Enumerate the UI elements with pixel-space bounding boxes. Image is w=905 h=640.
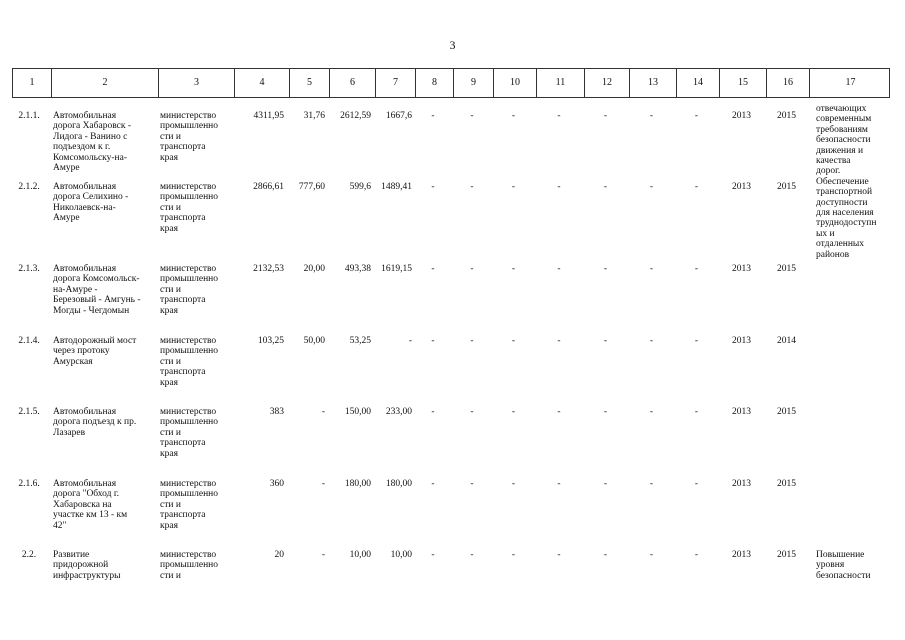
cell-col-9: - xyxy=(470,550,474,560)
cell-col-14: - xyxy=(694,111,699,121)
header-col-17: 17 xyxy=(809,69,891,97)
cell-col-5: 31,76 xyxy=(303,111,325,121)
header-col-15: 15 xyxy=(719,69,766,97)
cell-col-13: - xyxy=(649,182,654,192)
cell-end-year: 2015 xyxy=(777,264,796,274)
cell-col-12: - xyxy=(603,407,608,417)
cell-col-7: 1489,41 xyxy=(381,182,412,192)
cell-col-7: 233,00 xyxy=(385,407,412,417)
cell-result: отвечающих современным требованиям безопасности движения и качества дорог. Обеспечение транспортной доступности для населения труднодоступн ых и отдаленных районов xyxy=(816,104,877,260)
cell-start-year: 2013 xyxy=(732,479,751,489)
cell-col-8: - xyxy=(431,407,435,417)
cell-col-9: - xyxy=(470,336,474,346)
cell-responsible: министерство промышленно сти и транспорта края xyxy=(160,336,218,388)
cell-col-9: - xyxy=(470,407,474,417)
cell-item-number: 2.1.3. xyxy=(18,264,40,274)
cell-end-year: 2015 xyxy=(777,479,796,489)
header-col-8: 8 xyxy=(415,69,453,97)
cell-col-5: 20,00 xyxy=(303,264,325,274)
cell-col-9: - xyxy=(470,264,474,274)
cell-end-year: 2014 xyxy=(777,336,796,346)
cell-col-11: - xyxy=(557,182,561,192)
cell-col-8: - xyxy=(431,479,435,489)
cell-col-11: - xyxy=(557,336,561,346)
cell-col-11: - xyxy=(557,264,561,274)
cell-col-6: 599,6 xyxy=(349,182,371,192)
cell-item-number: 2.1.4. xyxy=(18,336,40,346)
cell-item-name: Автомобильная дорога подъезд к пр. Лазарев xyxy=(53,407,137,438)
cell-responsible: министерство промышленно сти и транспорта края xyxy=(160,182,218,234)
header-col-7: 7 xyxy=(375,69,415,97)
cell-item-name: Автомобильная дорога Хабаровск - Лидога - Ванино с подъездом к г. Комсомольску-на- Амуре xyxy=(53,111,131,174)
cell-col-8: - xyxy=(431,182,435,192)
cell-col-12: - xyxy=(603,264,608,274)
cell-start-year: 2013 xyxy=(732,336,751,346)
cell-col-6: 180,00 xyxy=(344,479,371,489)
cell-responsible: министерство промышленно сти и транспорта края xyxy=(160,264,218,316)
cell-item-name: Автомобильная дорога Селихино - Николаевск-на- Амуре xyxy=(53,182,129,224)
header-col-1: 1 xyxy=(29,77,35,88)
cell-start-year: 2013 xyxy=(732,407,751,417)
cell-col-12: - xyxy=(603,182,608,192)
header-col-4: 4 xyxy=(234,69,289,97)
cell-end-year: 2015 xyxy=(777,111,796,121)
header-col-10: 10 xyxy=(493,69,536,97)
cell-total: 383 xyxy=(269,407,284,417)
cell-col-5: - xyxy=(321,479,325,489)
cell-col-8: - xyxy=(431,111,435,121)
cell-item-number: 2.2. xyxy=(21,550,37,560)
cell-start-year: 2013 xyxy=(732,264,751,274)
cell-col-6: 53,25 xyxy=(349,336,371,346)
cell-responsible: министерство промышленно сти и транспорта края xyxy=(160,479,218,531)
cell-col-10: - xyxy=(511,111,516,121)
cell-col-7: 10,00 xyxy=(390,550,412,560)
cell-item-number: 2.1.6. xyxy=(18,479,40,489)
cell-item-name: Автомобильная дорога "Обход г. Хабаровска на участке км 13 - км 42" xyxy=(53,479,128,531)
cell-item-name: Автомобильная дорога Комсомольск- на-Амуре - Березовый - Амгунь - Могды - Чегдомын xyxy=(53,264,141,316)
cell-col-13: - xyxy=(649,264,654,274)
cell-col-13: - xyxy=(649,550,654,560)
cell-col-7: 180,00 xyxy=(385,479,412,489)
cell-col-14: - xyxy=(694,479,699,489)
cell-col-10: - xyxy=(511,182,516,192)
cell-col-14: - xyxy=(694,264,699,274)
cell-col-11: - xyxy=(557,550,561,560)
cell-start-year: 2013 xyxy=(732,111,751,121)
cell-col-12: - xyxy=(603,111,608,121)
cell-col-14: - xyxy=(694,550,699,560)
cell-col-7: 1619,15 xyxy=(381,264,412,274)
cell-col-10: - xyxy=(511,550,516,560)
cell-col-8: - xyxy=(431,550,435,560)
cell-col-9: - xyxy=(470,111,474,121)
cell-col-6: 2612,59 xyxy=(340,111,371,121)
cell-col-11: - xyxy=(557,479,561,489)
header-col-13: 13 xyxy=(629,69,676,97)
cell-start-year: 2013 xyxy=(732,182,751,192)
cell-total: 2132,53 xyxy=(253,264,284,274)
cell-end-year: 2015 xyxy=(777,550,796,560)
cell-col-5: 50,00 xyxy=(303,336,325,346)
cell-col-11: - xyxy=(557,407,561,417)
cell-col-13: - xyxy=(649,479,654,489)
cell-item-name: Развитие придорожной инфраструктуры xyxy=(53,550,121,581)
cell-col-8: - xyxy=(431,336,435,346)
header-col-5: 5 xyxy=(289,69,329,97)
cell-col-11: - xyxy=(557,111,561,121)
cell-col-14: - xyxy=(694,182,699,192)
header-col-2: 2 xyxy=(51,69,158,97)
cell-responsible: министерство промышленно сти и xyxy=(160,550,218,581)
cell-total: 4311,95 xyxy=(253,111,284,121)
cell-total: 20 xyxy=(274,550,284,560)
cell-col-8: - xyxy=(431,264,435,274)
cell-end-year: 2015 xyxy=(777,407,796,417)
header-col-14: 14 xyxy=(676,69,719,97)
cell-col-13: - xyxy=(649,407,654,417)
cell-col-13: - xyxy=(649,336,654,346)
cell-col-12: - xyxy=(603,479,608,489)
cell-responsible: министерство промышленно сти и транспорта края xyxy=(160,111,218,163)
cell-col-6: 493,38 xyxy=(344,264,371,274)
cell-col-10: - xyxy=(511,336,516,346)
cell-col-10: - xyxy=(511,479,516,489)
cell-col-5: - xyxy=(321,550,325,560)
cell-col-7: - xyxy=(408,336,412,346)
header-col-6: 6 xyxy=(329,69,375,97)
cell-result: Повышение уровня безопасности xyxy=(816,550,871,581)
cell-responsible: министерство промышленно сти и транспорта края xyxy=(160,407,218,459)
header-col-16: 16 xyxy=(766,69,809,97)
cell-col-5: 777,60 xyxy=(298,182,325,192)
header-col-12: 12 xyxy=(584,69,629,97)
cell-col-10: - xyxy=(511,407,516,417)
cell-col-6: 150,00 xyxy=(344,407,371,417)
cell-col-9: - xyxy=(470,182,474,192)
cell-col-12: - xyxy=(603,336,608,346)
cell-col-9: - xyxy=(470,479,474,489)
cell-item-number: 2.1.1. xyxy=(18,111,40,121)
cell-item-number: 2.1.5. xyxy=(18,407,40,417)
cell-item-number: 2.1.2. xyxy=(18,182,40,192)
cell-total: 2866,61 xyxy=(253,182,284,192)
cell-item-name: Автодорожный мост через протоку Амурская xyxy=(53,336,137,367)
cell-col-10: - xyxy=(511,264,516,274)
cell-col-5: - xyxy=(321,407,325,417)
header-col-9: 9 xyxy=(453,69,493,97)
header-col-3: 3 xyxy=(158,69,234,97)
cell-total: 360 xyxy=(269,479,284,489)
cell-col-13: - xyxy=(649,111,654,121)
cell-end-year: 2015 xyxy=(777,182,796,192)
page-number: 3 xyxy=(449,38,456,52)
cell-col-7: 1667,6 xyxy=(385,111,412,121)
cell-col-6: 10,00 xyxy=(349,550,371,560)
cell-col-14: - xyxy=(694,407,699,417)
cell-col-12: - xyxy=(603,550,608,560)
header-col-11: 11 xyxy=(536,69,584,97)
cell-start-year: 2013 xyxy=(732,550,751,560)
cell-col-14: - xyxy=(694,336,699,346)
cell-total: 103,25 xyxy=(257,336,284,346)
